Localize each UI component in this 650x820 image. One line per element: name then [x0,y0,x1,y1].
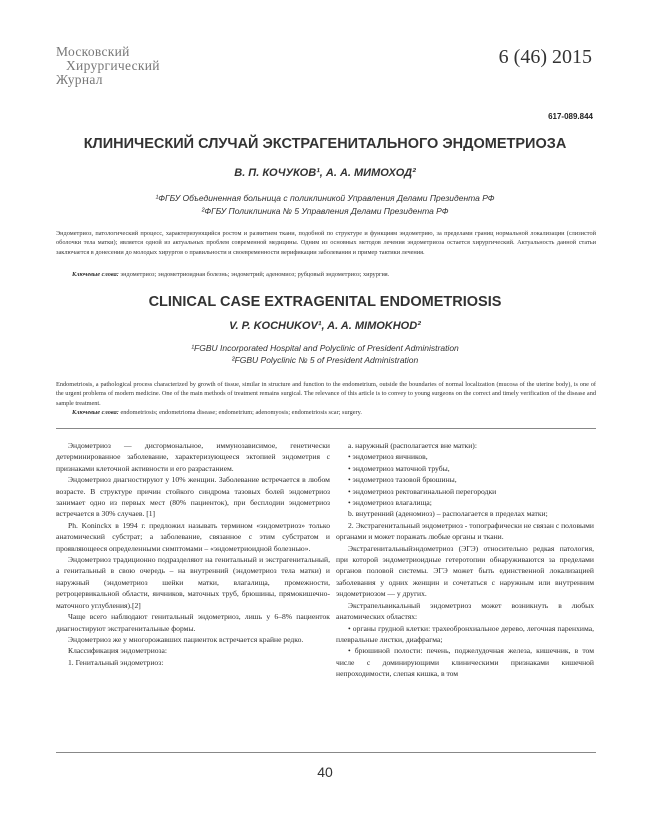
left-paragraph: Классификация эндометриоза: [68,646,168,656]
logo-line-2: Хирургический [66,58,160,73]
issue-number: 6 (46) 2015 [498,46,592,68]
ru-affiliation-1: ¹ФГБУ Объединенная больница с поликлиникой Управления Делами Президента РФ [155,193,495,203]
en-affiliation-1: ¹FGBU Incorporated Hospital and Polyclinic of President Administration [191,343,459,353]
left-paragraph: Эндометриоз — дисгормональное, иммунозависимое, генетически детерминированное заболевание, характеризующееся эктопией эндометрия с признаками клеточной активности и его разрастанием. [56,441,330,473]
left-paragraph: 1. Генитальный эндометриоз: [68,657,164,667]
right-column [336,440,594,680]
ru-keywords [72,270,602,279]
right-paragraph: • брюшиной полости: печень, поджелудочная железа, кишечник, в том числе с доминирующими клиническими признаками кишечной непроходимости, слепая кишка, в том [336,646,594,679]
en-keywords-text: endometriosis; endometrioma disease; endometrium; adenomyosis; endometriosis scar; surgery. [120,409,362,416]
ru-authors: В. П. КОЧУКОВ¹, А. А. МИМОХОД² [234,167,416,179]
ru-keywords-text: эндометриоз; эндометриоидная болезнь; эндометрий; аденомиоз; рубцовый эндометриоз; хирургия. [120,271,390,278]
en-abstract: Endometriosis, a pathological process characterized by growth of tissue, similar in structure and function to the endometrium, outside the boundaries of normal localization (mucosa of the uterine body), is one of the urgent problems of modern medicine. One of the main methods of treatment remains surgical. The relevance of this article is to convey to young surgeons on the correct and timely verification of the disease and sample treatment. [56,381,596,407]
footer-divider [56,752,596,753]
left-paragraph: Эндометриоз диагностируют у 10% женщин. Заболевание встречается в любом возрасте. В структуре причин стойкого синдрома тазовых болей эндометриоз занимает одно из первых мест (80% пациенток), при бесплодии эндометриоз встречается в 30% случаев. [1] [56,475,330,519]
right-list-item: • эндометриоз яичников, [348,452,428,462]
left-column [56,440,330,668]
ru-affiliation-2: ²ФГБУ Поликлиника № 5 Управления Делами Президента РФ [201,206,449,216]
right-paragraph: • органы грудной клетки: трахеобронхиальное дерево, легочная паренхима, плевральные листки, диафрагма; [336,623,594,644]
journal-logo [56,45,186,95]
right-list-item: • эндометриоз маточной трубы, [348,463,450,473]
logo-line-1: Московский [56,44,130,59]
en-keywords [72,408,602,417]
right-paragraph: 2. Экстрагенитальный эндометриоз - топографически не связан с половыми органами и может поражать любые органы и ткани. [336,520,594,542]
ru-keywords-label: Ключевые слова: [72,271,119,278]
left-paragraph: Чаще всего наблюдают генитальный эндометриоз, лишь у 6–8% пациенток диагностируют экстрагенитальные формы. [56,612,330,633]
udc-code: 617-089.844 [548,112,593,121]
page-number: 40 [317,764,333,780]
left-paragraph: Ph. Koninckx в 1994 г. предложил называть термином «эндометриоз» только анатомический субстрат; а заболевание, связанное с этим субстратом и проявляющееся определенными симптомами – «эндометриоидной болезнью». [56,520,330,553]
en-affiliation-2: ²FGBU Polyclinic № 5 of President Administration [231,355,419,365]
ru-abstract: Эндометриоз, патологический процесс, характеризующийся ростом и развитием ткани, подобной по структуре и функциям эндометрию, за пределами границ нормальной локализации (слизистой оболочки тела матки); является одной из актуальных проблем современной медицины. Одним из основных методов лечения эндометриоза остается хирургический. Актуальность данной статьи заключается в донесении до молодых хирургов о правильности и своевременности верификации заболевания и пример тактики лечения. [56,230,596,256]
section-divider [56,428,596,429]
right-paragraph: Экстрагенитальныйэндометриоз (ЭГЭ) относительно редкая патология, при которой эндометриоидные гетеротопии обнаруживаются за пределами органов половой системы. ЭГЭ может быть единственной локализацией заболевания у одних женщин и сочетаться с наружным или внутренним эндометриозом — у других. [336,543,594,599]
ru-title: КЛИНИЧЕСКИЙ СЛУЧАЙ ЭКСТРАГЕНИТАЛЬНОГО ЭНДОМЕТРИОЗА [83,136,567,152]
right-paragraph: Экстрапельвикальный эндометриоз может возникнуть в любых анатомических областях: [336,600,594,622]
right-list-item: • эндометриоз ректовагинальной перегородки [348,486,497,496]
left-paragraph: Эндометриоз традиционно подразделяют на генитальный и экстрагенитальный, а генитальный в свою очередь – на внутренний (эндометриоз тела матки) и наружный (эндометриоз шейки матки, влагалища, промежности, ретроцервикальной области, яичников, маточных труб, брюшины, прямокишечно-маточного углубления).[2] [56,555,330,610]
en-title: CLINICAL CASE EXTRAGENITAL ENDOMETRIOSIS [148,294,502,310]
right-list-item: • эндометриоз тазовой брюшины, [348,475,457,485]
en-keywords-label: Ключевые слова: [72,409,119,416]
right-list-item: • эндометриоз влагалища; [348,498,432,508]
left-paragraph: Эндометриоз же у многорожавших пациенток встречается крайне редко. [68,634,304,644]
en-authors: V. P. KOCHUKOV¹, A. A. MIMOKHOD² [229,320,421,332]
right-paragraph: a. наружный (располагается вне матки): [348,441,477,450]
logo-line-3: Журнал [56,72,103,87]
right-paragraph: b. внутренний (аденомиоз) – располагается в пределах матки; [348,509,548,519]
